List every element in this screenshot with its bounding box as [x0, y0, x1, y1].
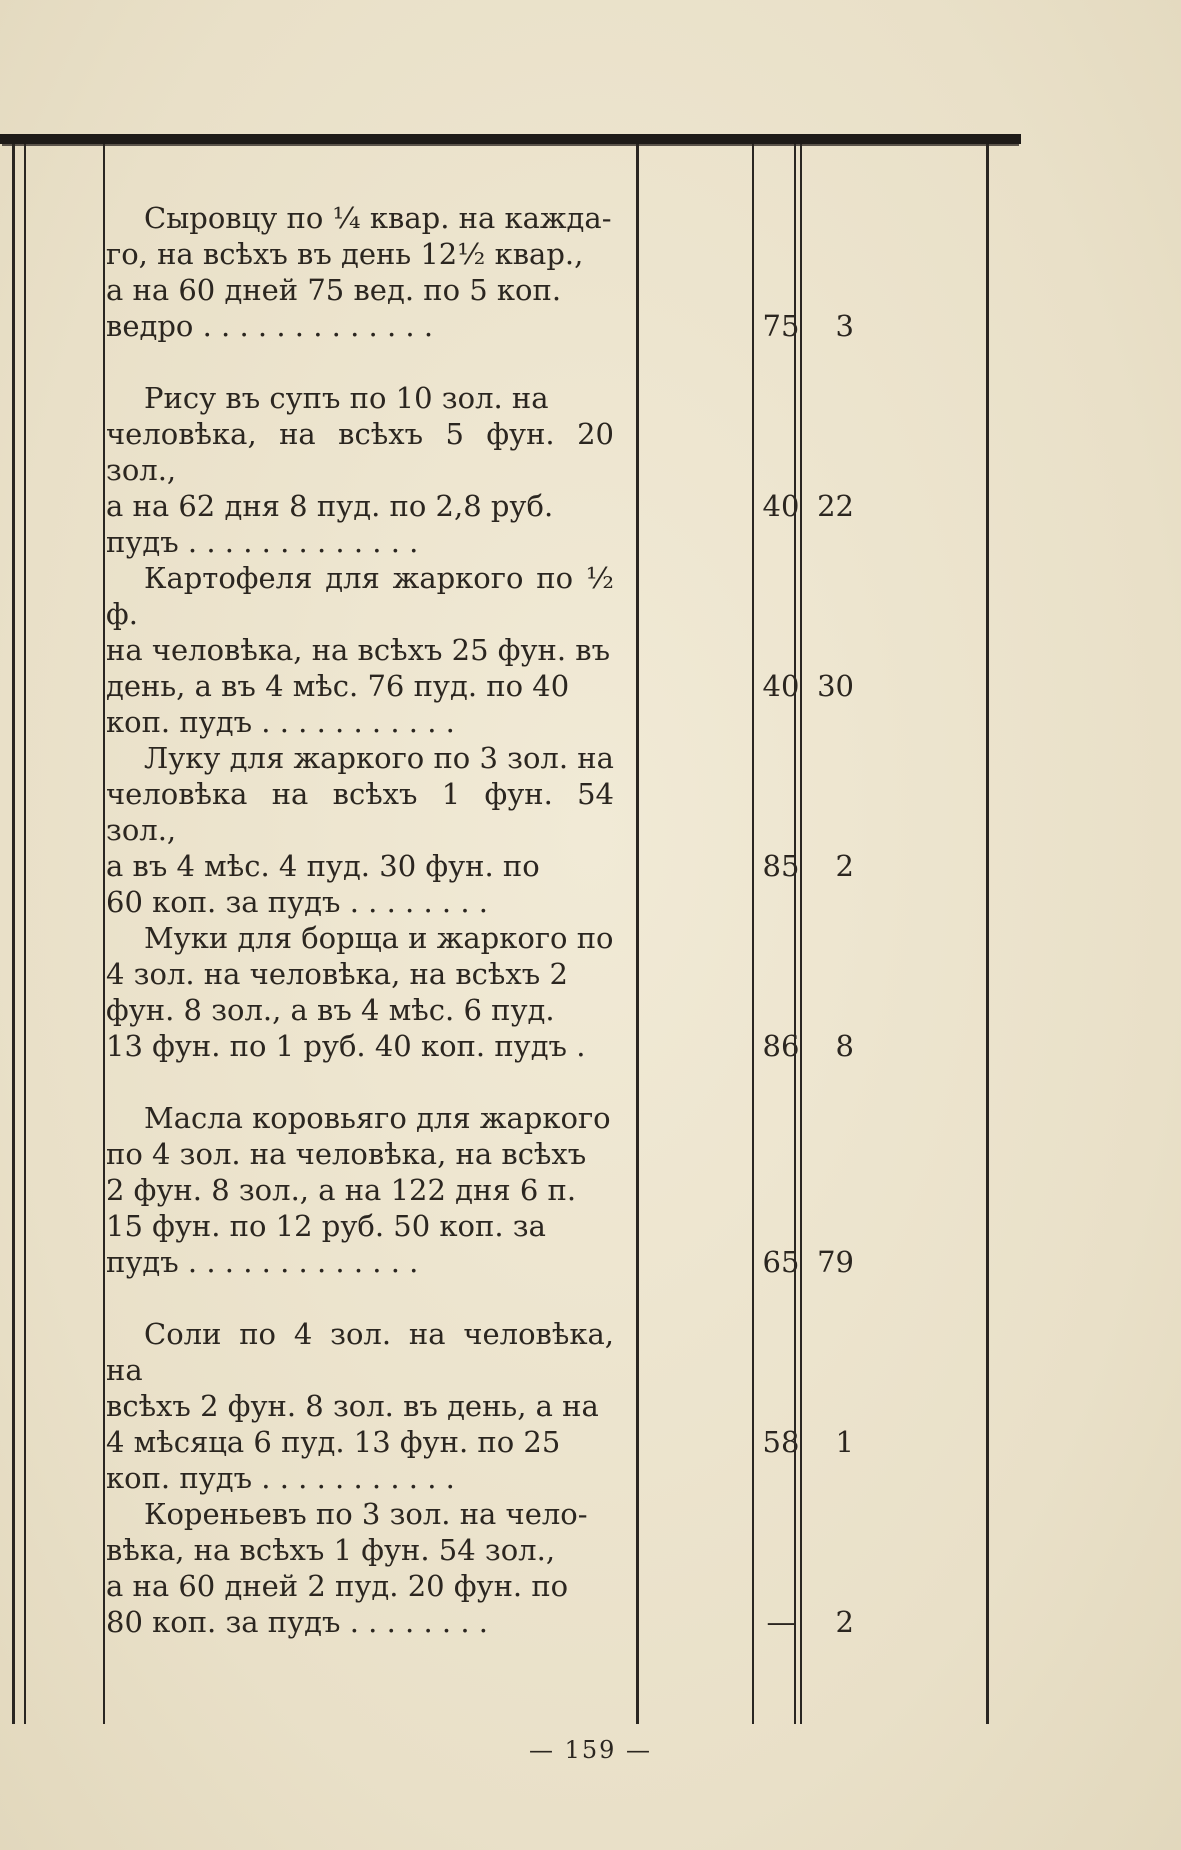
kopecks-amount: 85 — [762, 849, 800, 883]
kopecks-amount: 58 — [762, 1425, 800, 1459]
entry-description: Соли по 4 зол. на человѣка, на всѣхъ 2 фун. 8 зол. въ день, а на 4 мѣсяца 6 пуд. 13 фун. по 25 коп. пудъ . . . . . . . . . . . — [106, 1317, 614, 1495]
rubles-amount: 30 — [817, 669, 854, 703]
rubles-amount: 2 — [835, 1605, 854, 1639]
rubles-amount: 1 — [835, 1425, 854, 1459]
rubles-amount: 79 — [817, 1245, 854, 1279]
kopecks-amount: 65 — [762, 1245, 800, 1279]
ledger-entry — [106, 1316, 854, 1496]
ledger-entry — [106, 1496, 854, 1676]
ledger-entry — [106, 560, 854, 740]
column-rule — [12, 144, 15, 1724]
top-rule — [0, 134, 1021, 144]
entry-description: Кореньевъ по 3 зол. на чело- вѣка, на всѣхъ 1 фун. 54 зол., а на 60 дней 2 пуд. 20 фун. по 80 коп. за пудъ . . . . . . . . — [106, 1497, 588, 1639]
kopecks-amount: 40 — [762, 669, 800, 703]
rubles-amount: 2 — [835, 849, 854, 883]
kopecks-amount: — — [766, 1605, 796, 1639]
rubles-amount: 8 — [835, 1029, 854, 1063]
column-rule — [986, 144, 989, 1724]
kopecks-amount: 40 — [762, 489, 800, 523]
entry-description: Рису въ супъ по 10 зол. на человѣка, на всѣхъ 5 фун. 20 зол., а на 62 дня 8 пуд. по 2,8 руб. пудъ . . . . . . . . . . . . . — [106, 381, 614, 559]
column-rule — [24, 144, 26, 1724]
column-rule — [103, 144, 105, 1724]
ledger-entry — [106, 380, 854, 560]
kopecks-amount: 75 — [762, 309, 800, 343]
entry-description: Картофеля для жаркого по ½ ф. на человѣка, на всѣхъ 25 фун. въ день, а въ 4 мѣс. 76 пуд. по 40 коп. пудъ . . . . . . . . . . . — [106, 561, 614, 739]
kopecks-amount: 86 — [762, 1029, 800, 1063]
entry-description: Муки для борща и жаркого по 4 зол. на человѣка, на всѣхъ 2 фун. 8 зол., а въ 4 мѣс. 6 пуд. 13 фун. по 1 руб. 40 коп. пудъ . — [106, 921, 614, 1063]
rubles-amount: 3 — [835, 309, 854, 343]
entry-description: Сыровцу по ¼ квар. на кажда- го, на всѣхъ въ день 12½ квар., а на 60 дней 75 вед. по 5 коп. ведро . . . . . . . . . . . . . — [106, 201, 612, 343]
column-rule — [800, 144, 802, 1724]
ledger-entry — [106, 200, 854, 380]
page-number: — 159 — — [528, 1736, 653, 1764]
ledger-entry — [106, 740, 854, 920]
ledger-entry — [106, 920, 854, 1100]
entry-description: Масла коровьяго для жаркого по 4 зол. на человѣка, на всѣхъ 2 фун. 8 зол., а на 122 дня 6 п. 15 фун. по 12 руб. 50 коп. за пудъ . . . . . . . . . . . . . — [106, 1101, 611, 1279]
ledger-entries — [106, 200, 854, 1676]
entry-description: Луку для жаркого по 3 зол. на человѣка на всѣхъ 1 фун. 54 зол., а въ 4 мѣс. 4 пуд. 30 фун. по 60 коп. за пудъ . . . . . . . . — [106, 741, 614, 919]
ledger-entry — [106, 1100, 854, 1316]
rubles-amount: 22 — [817, 489, 854, 523]
